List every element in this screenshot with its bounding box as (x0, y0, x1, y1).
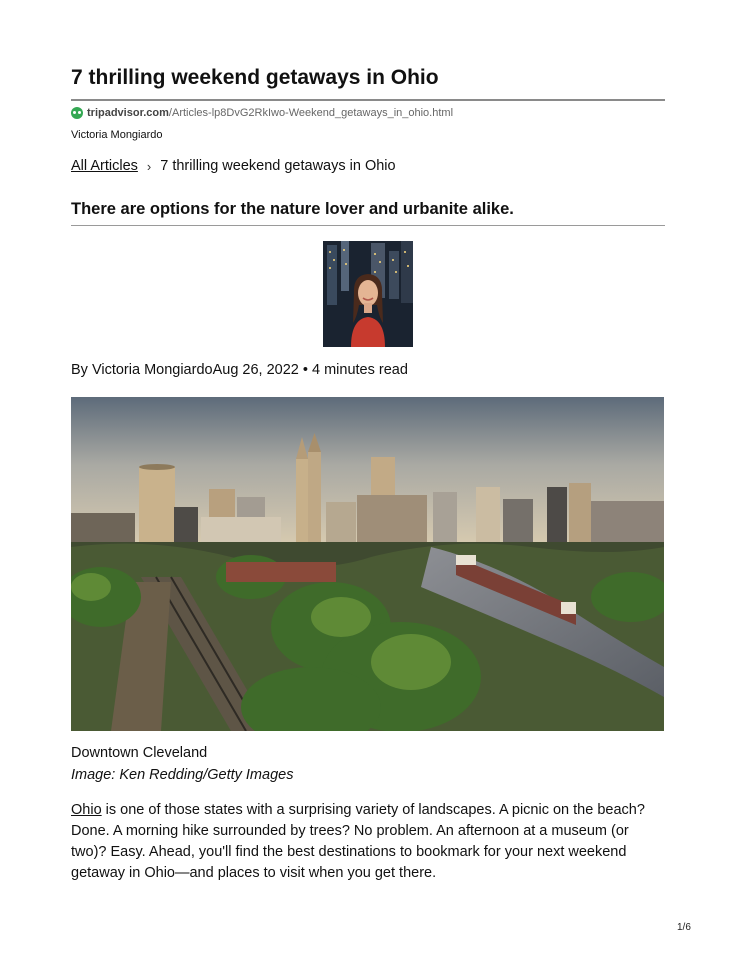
ohio-link[interactable]: Ohio (71, 802, 102, 818)
author-photo-image (323, 241, 413, 347)
tripadvisor-owl-icon (71, 107, 83, 119)
author-name-top: Victoria Mongiardo (71, 129, 163, 141)
article-title: 7 thrilling weekend getaways in Ohio (71, 66, 439, 89)
hero-caption: Downtown Cleveland (71, 745, 208, 761)
hero-image (71, 397, 664, 731)
breadcrumb (71, 158, 396, 174)
source-path: /Articles-lp8DvG2RkIwo-Weekend_getaways_in_ohio.html (168, 107, 454, 119)
hero-credit: Image: Ken Redding/Getty Images (71, 767, 294, 783)
breadcrumb-current: 7 thrilling weekend getaways in Ohio (160, 158, 396, 174)
article-intro-paragraph (71, 800, 665, 884)
chevron-right-icon: › (146, 158, 152, 174)
subtitle-divider (71, 225, 665, 226)
source-domain: tripadvisor.com (87, 107, 169, 119)
source-url[interactable] (71, 107, 453, 119)
page-number: 1/6 (677, 922, 691, 933)
byline: By Victoria MongiardoAug 26, 2022 • 4 minutes read (71, 362, 408, 378)
title-divider (71, 99, 665, 101)
downtown-cleveland-photo (71, 397, 664, 731)
intro-text: is one of those states with a surprising variety of landscapes. A picnic on the beach? Done. A morning hike surrounded by trees? No problem. An afternoon at a museum (or two)? Easy. Ahead, you'll find the best destinations to bookmark for your next weekend getaway in Ohio—and places to visit when you get there. (71, 802, 645, 881)
breadcrumb-all-articles-link[interactable]: All Articles (71, 158, 138, 174)
author-photo (323, 241, 413, 347)
article-subtitle: There are options for the nature lover and urbanite alike. (71, 200, 514, 218)
